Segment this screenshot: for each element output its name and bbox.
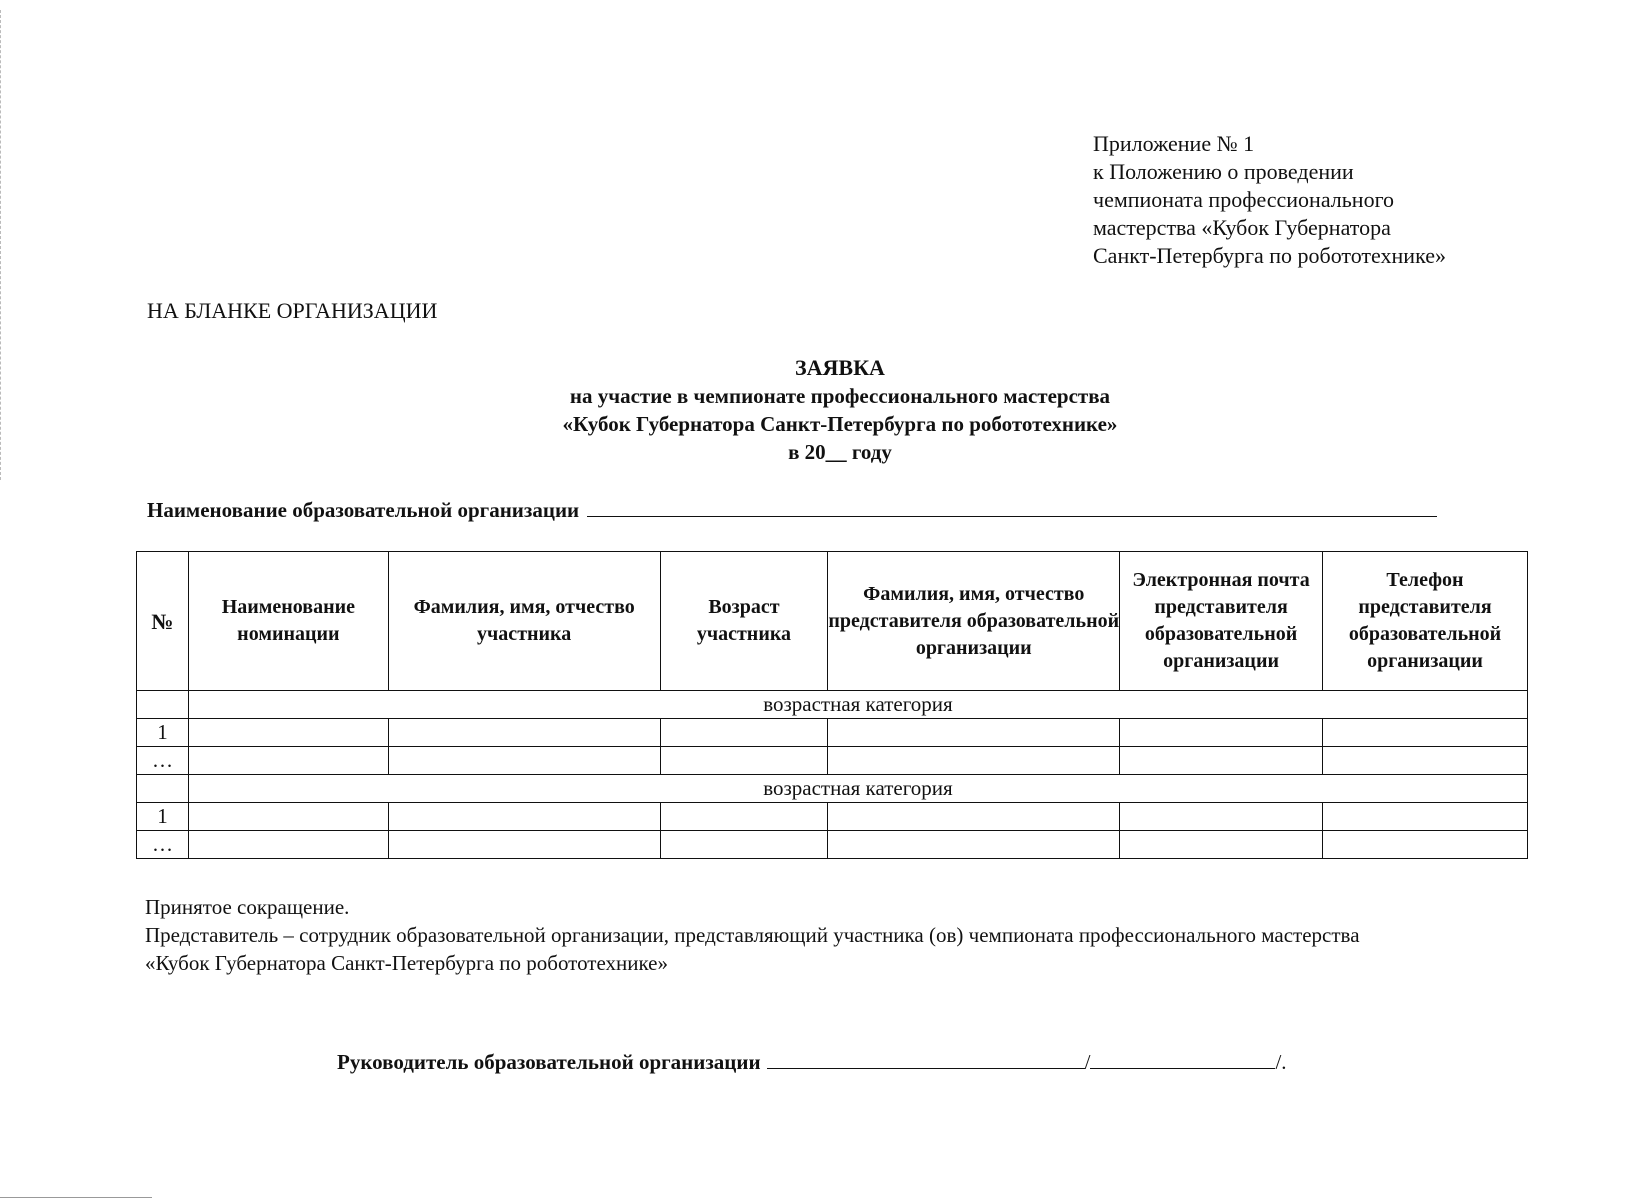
table-row xyxy=(137,803,1528,831)
table-row xyxy=(137,747,1528,775)
table-header-row xyxy=(137,552,1528,691)
header-rep-phone: Телефон представителя образовательной организации xyxy=(1323,552,1528,691)
appendix-line-1: Приложение № 1 xyxy=(1093,131,1255,156)
table-cell xyxy=(1120,803,1323,831)
name-blank xyxy=(1090,1050,1275,1069)
table-cell xyxy=(828,719,1120,747)
table-cell xyxy=(388,719,660,747)
appendix-line-5: Санкт-Петербурга по робототехнике» xyxy=(1093,243,1446,268)
header-participant: Фамилия, имя, отчество участника xyxy=(388,552,660,691)
title-line-3: «Кубок Губернатора Санкт-Петербурга по робототехнике» xyxy=(562,412,1118,436)
category-label: возрастная категория xyxy=(188,691,1527,719)
signature-line xyxy=(337,1050,1287,1075)
table-cell xyxy=(1323,831,1528,859)
title-line-2: на участие в чемпионате профессионального мастерства xyxy=(569,384,1111,408)
table-cell xyxy=(388,747,660,775)
category-row xyxy=(137,775,1528,803)
row-number: 1 xyxy=(137,803,189,831)
signature-end: /. xyxy=(1275,1050,1287,1074)
table-cell xyxy=(1120,719,1323,747)
letterhead-note: НА БЛАНКЕ ОРГАНИЗАЦИИ xyxy=(147,298,438,323)
category-row xyxy=(137,691,1528,719)
header-rep-email: Электронная почта представителя образовательной организации xyxy=(1120,552,1323,691)
org-name-label: Наименование образовательной организации xyxy=(147,498,580,522)
signature-blank xyxy=(767,1050,1085,1069)
appendix-line-4: мастерства «Кубок Губернатора xyxy=(1093,215,1391,240)
table-cell xyxy=(1120,747,1323,775)
table-cell xyxy=(188,831,388,859)
table-cell xyxy=(1323,803,1528,831)
table-row xyxy=(137,831,1528,859)
note-line-1: Принятое сокращение. xyxy=(145,895,350,919)
abbreviation-note xyxy=(145,893,1360,977)
org-name-field xyxy=(147,496,1437,523)
table-cell xyxy=(188,719,388,747)
footer-rule xyxy=(0,1197,152,1198)
table-cell xyxy=(828,803,1120,831)
table-cell xyxy=(660,803,828,831)
row-number: … xyxy=(137,747,189,775)
application-table xyxy=(136,551,1528,859)
table-cell xyxy=(188,803,388,831)
signature-label: Руководитель образовательной организации xyxy=(337,1050,761,1074)
table-cell xyxy=(660,747,828,775)
table-cell xyxy=(660,831,828,859)
appendix-note xyxy=(1093,130,1446,270)
header-age: Возраст участника xyxy=(660,552,828,691)
category-num-cell xyxy=(137,691,189,719)
row-number: 1 xyxy=(137,719,189,747)
table-cell xyxy=(388,831,660,859)
table-cell xyxy=(1323,719,1528,747)
table-cell xyxy=(188,747,388,775)
category-num-cell xyxy=(137,775,189,803)
appendix-line-3: чемпионата профессионального xyxy=(1093,187,1395,212)
header-nomination: Наименование номинации xyxy=(188,552,388,691)
table-cell xyxy=(388,803,660,831)
note-line-2: Представитель – сотрудник образовательной организации, представляющий участника (ов) чемпионата профессионального мастерства xyxy=(145,923,1360,947)
header-rep-name: Фамилия, имя, отчество представителя образовательной организации xyxy=(828,552,1120,691)
table-cell xyxy=(660,719,828,747)
org-name-blank xyxy=(587,496,1437,517)
title-line-1: ЗАЯВКА xyxy=(795,355,885,380)
table-cell xyxy=(1120,831,1323,859)
table-cell xyxy=(828,747,1120,775)
table-cell xyxy=(1323,747,1528,775)
appendix-line-2: к Положению о проведении xyxy=(1093,159,1354,184)
note-line-3: «Кубок Губернатора Санкт-Петербурга по робототехнике» xyxy=(145,951,669,975)
title-line-4: в 20__ году xyxy=(788,440,892,464)
document-title xyxy=(0,354,1644,466)
table-cell xyxy=(828,831,1120,859)
row-number: … xyxy=(137,831,189,859)
category-label: возрастная категория xyxy=(188,775,1527,803)
header-num: № xyxy=(137,552,189,691)
signature-separator: / xyxy=(1084,1050,1091,1074)
table-row xyxy=(137,719,1528,747)
